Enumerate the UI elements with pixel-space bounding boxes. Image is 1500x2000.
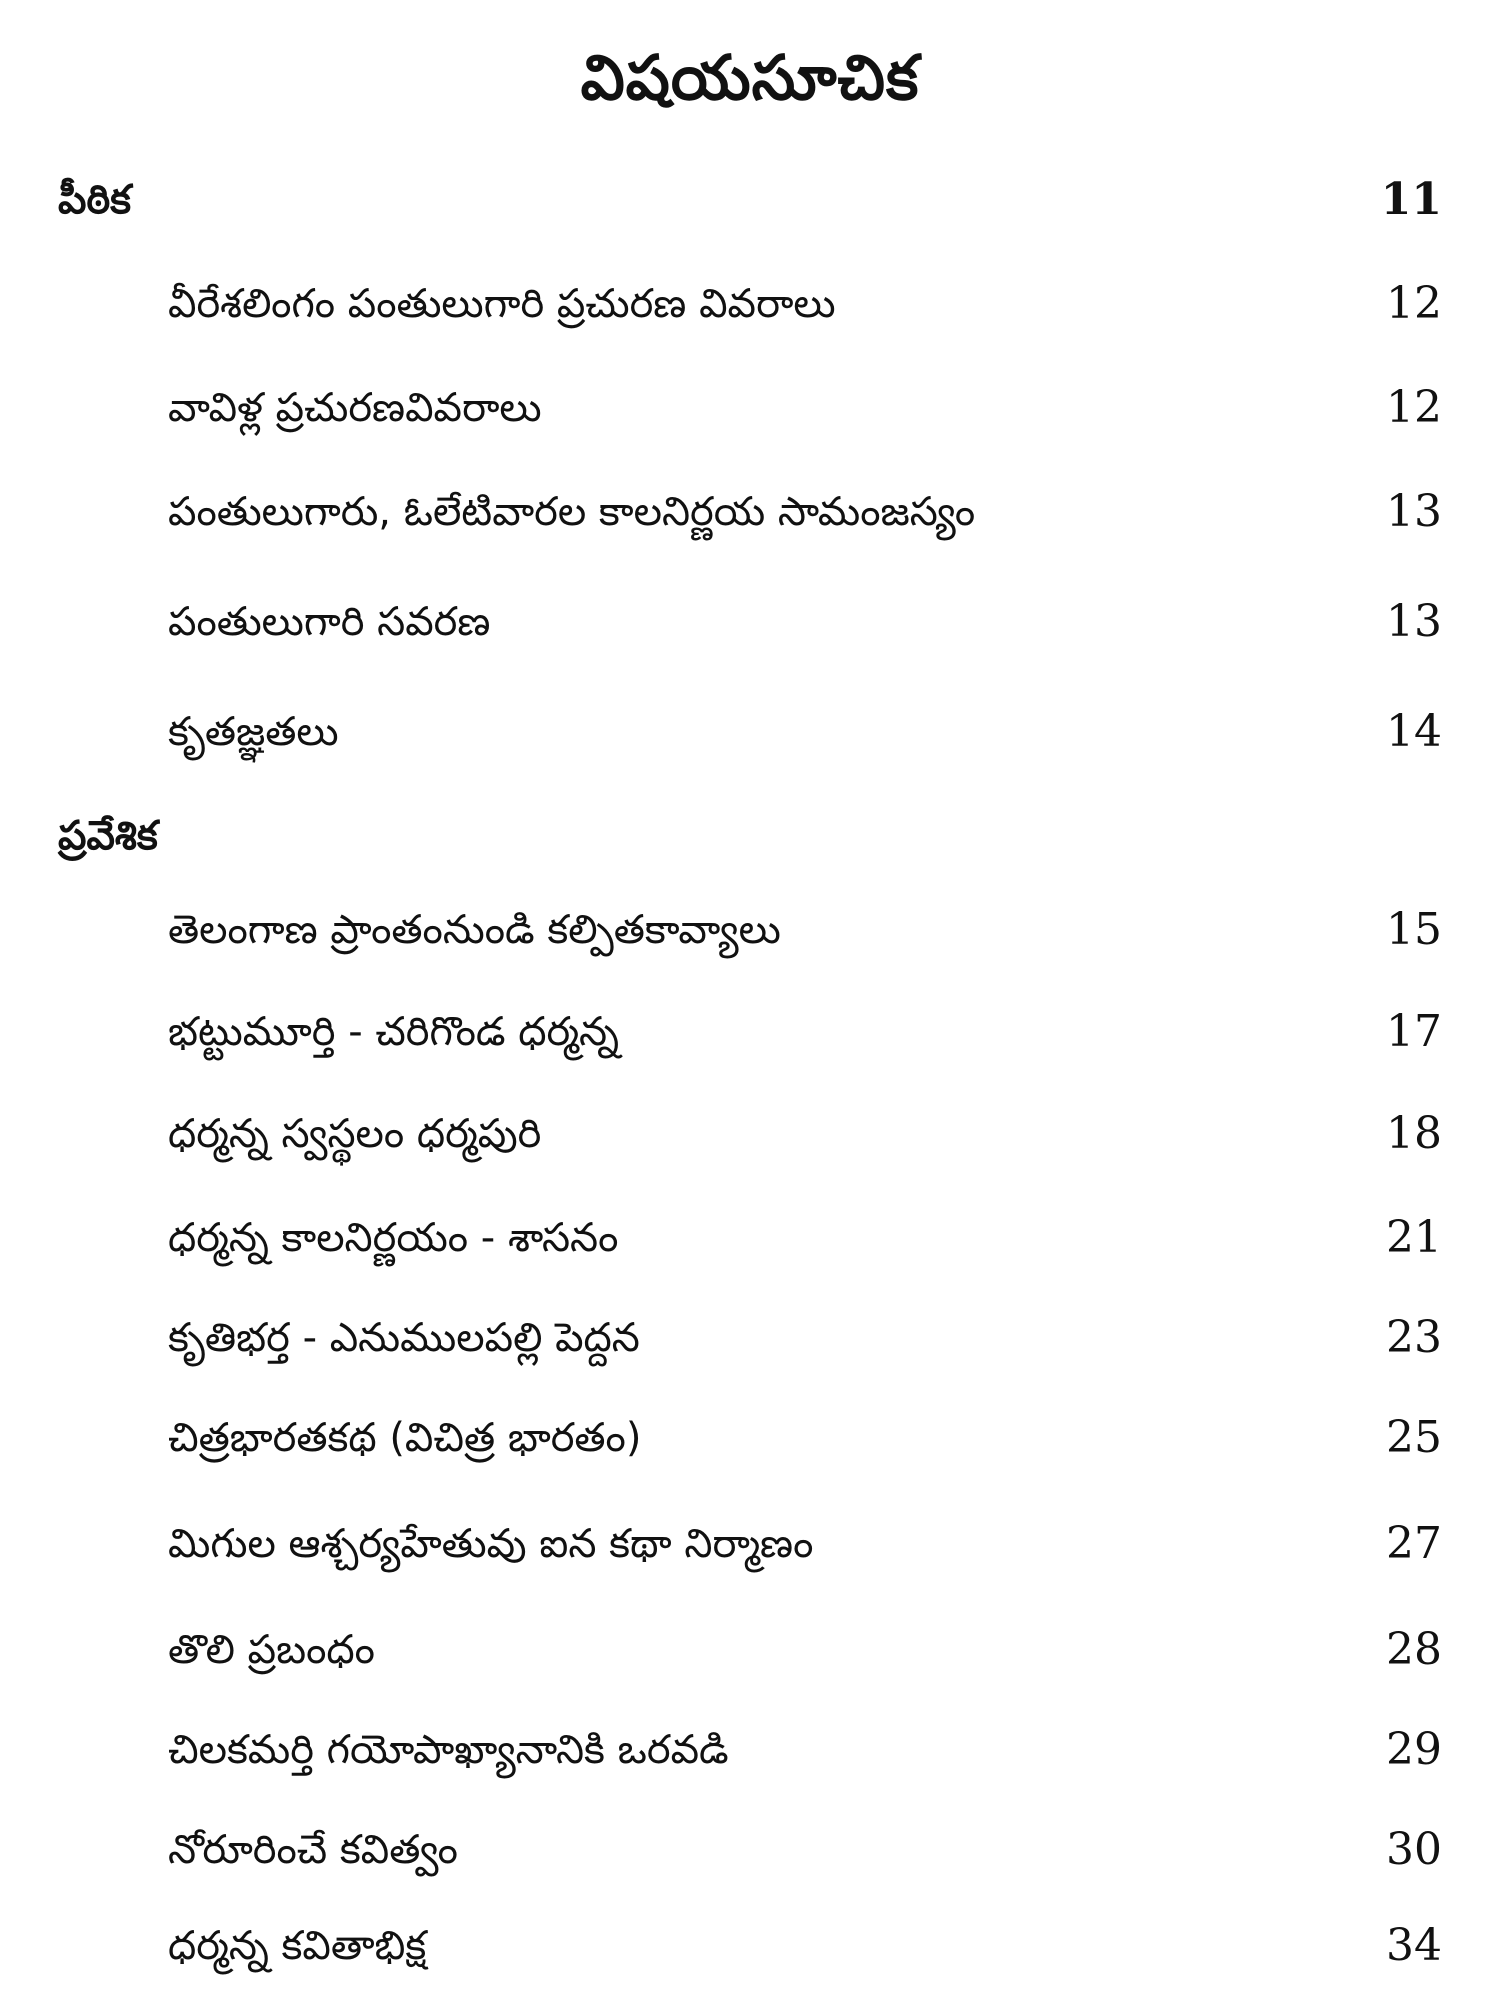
toc-section-heading (58, 796, 1442, 876)
toc-entry (168, 472, 1442, 552)
toc-entry (168, 1298, 1442, 1378)
toc-entry-label: వీరేశలింగం పంతులుగారి ప్రచురణ వివరాలు (168, 281, 836, 327)
toc-entry-label: మిగుల ఆశ్చర్యహేతువు ఐన కథా నిర్మాణం (168, 1521, 814, 1567)
toc-entry (168, 264, 1442, 344)
toc-entry (168, 1198, 1442, 1278)
toc-entry-page: 13 (1386, 486, 1442, 537)
toc-entry (168, 1710, 1442, 1790)
toc-entry (168, 890, 1442, 970)
toc-entry-page: 29 (1386, 1724, 1442, 1775)
toc-entry-label: చిలకమర్తి గయోపాఖ్యానానికి ఒరవడి (168, 1727, 729, 1773)
toc-entry-label: చిత్రభారతకథ (విచిత్ర భారతం) (168, 1415, 642, 1461)
toc-entry-label: తొలి ప్రబంధం (168, 1627, 375, 1673)
page-title: విషయసూచిక (580, 41, 920, 114)
toc-entry (168, 368, 1442, 448)
toc-entry (168, 1504, 1442, 1584)
toc-entry-page: 14 (1386, 706, 1442, 757)
toc-entry-page: 13 (1386, 596, 1442, 647)
toc-entry-page: 18 (1386, 1108, 1442, 1159)
toc-entry (168, 692, 1442, 772)
toc-entry-page: 28 (1386, 1624, 1442, 1675)
toc-entry-label: వావిళ్ల ప్రచురణవివరాలు (168, 385, 542, 431)
toc-entry-label: తెలంగాణ ప్రాంతంనుండి కల్పితకావ్యాలు (168, 907, 781, 953)
toc-entry-page: 34 (1386, 1920, 1442, 1971)
toc-entry (168, 1810, 1442, 1890)
toc-entry (168, 1398, 1442, 1478)
toc-entry-label: ప్రవేశిక (58, 813, 158, 859)
toc-section-heading (58, 160, 1442, 240)
toc-entry-label: కృతిభర్త - ఎనుములపల్లి పెద్దన (168, 1315, 640, 1361)
toc-entry-page: 11 (1380, 174, 1442, 225)
toc-entry-page: 12 (1386, 382, 1442, 433)
toc-entry-page: 27 (1386, 1518, 1442, 1569)
toc-entry-label: భట్టుమూర్తి - చరిగొండ ధర్మన్న (168, 1009, 620, 1055)
toc-entry-label: నోరూరించే కవిత్వం (168, 1827, 458, 1873)
toc-entry-label: ధర్మన్న కవితాభిక్ష (168, 1923, 427, 1969)
toc-entry-page: 21 (1386, 1212, 1442, 1263)
toc-entry-page: 17 (1386, 1006, 1442, 1057)
toc-entry-page: 23 (1386, 1312, 1442, 1363)
toc-entry-label: కృతజ్ఞతలు (168, 709, 339, 755)
toc-entry-label: ధర్మన్న కాలనిర్ణయం - శాసనం (168, 1215, 619, 1261)
toc-entry-page: 15 (1386, 904, 1442, 955)
toc-entry (168, 1906, 1442, 1986)
toc-entry (168, 582, 1442, 662)
toc-entry-label: పంతులుగారు, ఓలేటివారల కాలనిర్ణయ సామంజస్యం (168, 489, 976, 535)
toc-entry (168, 1610, 1442, 1690)
toc-entry-label: పంతులుగారి సవరణ (168, 599, 491, 645)
toc-entry-page: 25 (1386, 1412, 1442, 1463)
toc-entry-page: 12 (1386, 278, 1442, 329)
toc-entry (168, 1094, 1442, 1174)
toc-entry (168, 992, 1442, 1072)
toc-entry-page: 30 (1386, 1824, 1442, 1875)
toc-entry-label: పీఠిక (58, 177, 132, 223)
toc-entry-label: ధర్మన్న స్వస్థలం ధర్మపురి (168, 1111, 542, 1157)
